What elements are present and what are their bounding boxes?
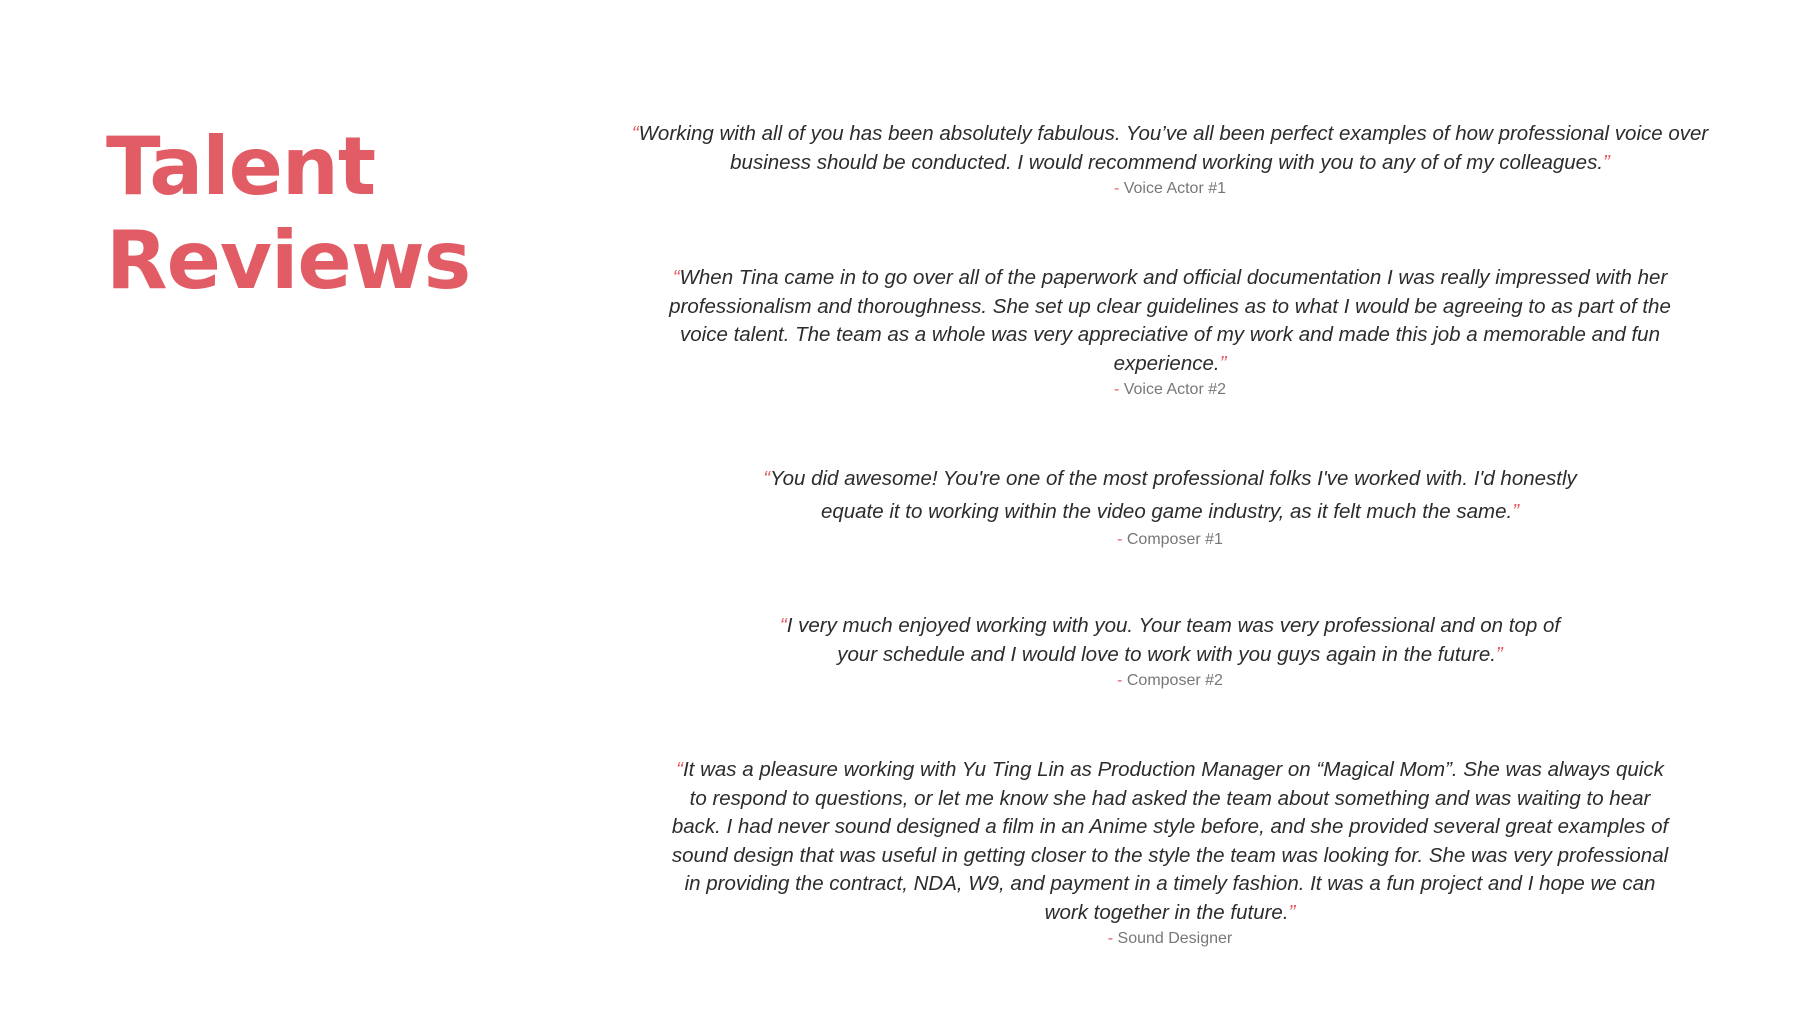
review-item: [620, 120, 1720, 199]
close-quote-mark: ”: [1495, 642, 1503, 666]
close-quote-mark: ”: [1512, 500, 1520, 523]
author-name: Sound Designer: [1117, 930, 1233, 947]
review-author: [620, 380, 1720, 400]
page-title: [106, 120, 470, 308]
review-quote: [665, 756, 1675, 927]
review-quote: [645, 264, 1695, 378]
review-author: [620, 929, 1720, 949]
author-name: Voice Actor #2: [1123, 381, 1227, 398]
review-item: [620, 756, 1720, 949]
close-quote-mark: ”: [1288, 900, 1296, 924]
review-item: [620, 462, 1720, 550]
review-author: [620, 179, 1720, 199]
author-name: Composer #2: [1126, 672, 1223, 689]
open-quote-mark: “: [631, 122, 639, 145]
review-text: When Tina came in to go over all of the paperwork and official documentation I was really impressed with her professionalism and thoroughness. She set up clear guidelines as to what I would be agreeing to as part of the voice talent. The team as a whole was very appreciative of my work and made this job a memorable and fun experience.: [669, 266, 1671, 375]
close-quote-mark: ”: [1219, 351, 1227, 375]
page-title-line-2: Reviews: [106, 214, 471, 307]
review-text: Working with all of you has been absolutely fabulous. You’ve all been perfect examples of how professional voice over business should be conducted. I would recommend working with you to any of of my colleagues.: [638, 122, 1709, 174]
close-quote-mark: ”: [1603, 150, 1610, 174]
open-quote-mark: “: [676, 758, 683, 781]
author-name: Composer #1: [1126, 531, 1223, 548]
review-author: [620, 671, 1720, 691]
review-text: You did awesome! You're one of the most professional folks I've worked with. I'd honestly equate it to working within the video game industry, as it felt much the same.: [770, 467, 1577, 523]
author-dash: -: [1107, 930, 1114, 947]
review-quote: [740, 462, 1600, 528]
author-dash: -: [1117, 672, 1123, 689]
review-item: [620, 612, 1720, 691]
author-dash: -: [1113, 180, 1120, 197]
review-quote: [628, 120, 1713, 177]
open-quote-mark: “: [763, 467, 771, 490]
review-quote: [770, 612, 1570, 669]
open-quote-mark: “: [672, 266, 680, 289]
review-author: [620, 530, 1720, 550]
author-dash: -: [1117, 531, 1123, 548]
review-item: [620, 264, 1720, 400]
review-text: It was a pleasure working with Yu Ting Lin as Production Manager on “Magical Mom”. She was always quick to respond to questions, or let me know she had asked the team about something and was waiting to hear back. I had never sound designed a film in an Anime style before, and she provided several great examples of sound design that was useful in getting closer to the style the team was looking for. She was very professional in providing the contract, NDA, W9, and payment in a timely fashion. It was a fun project and I hope we can work together in the future.: [671, 758, 1669, 924]
author-dash: -: [1113, 381, 1120, 398]
review-text: I very much enjoyed working with you. Your team was very professional and on top of your schedule and I would love to work with you guys again in the future.: [786, 614, 1561, 666]
page-title-line-1: Talent: [106, 120, 376, 213]
author-name: Voice Actor #1: [1123, 180, 1227, 197]
open-quote-mark: “: [779, 614, 787, 637]
